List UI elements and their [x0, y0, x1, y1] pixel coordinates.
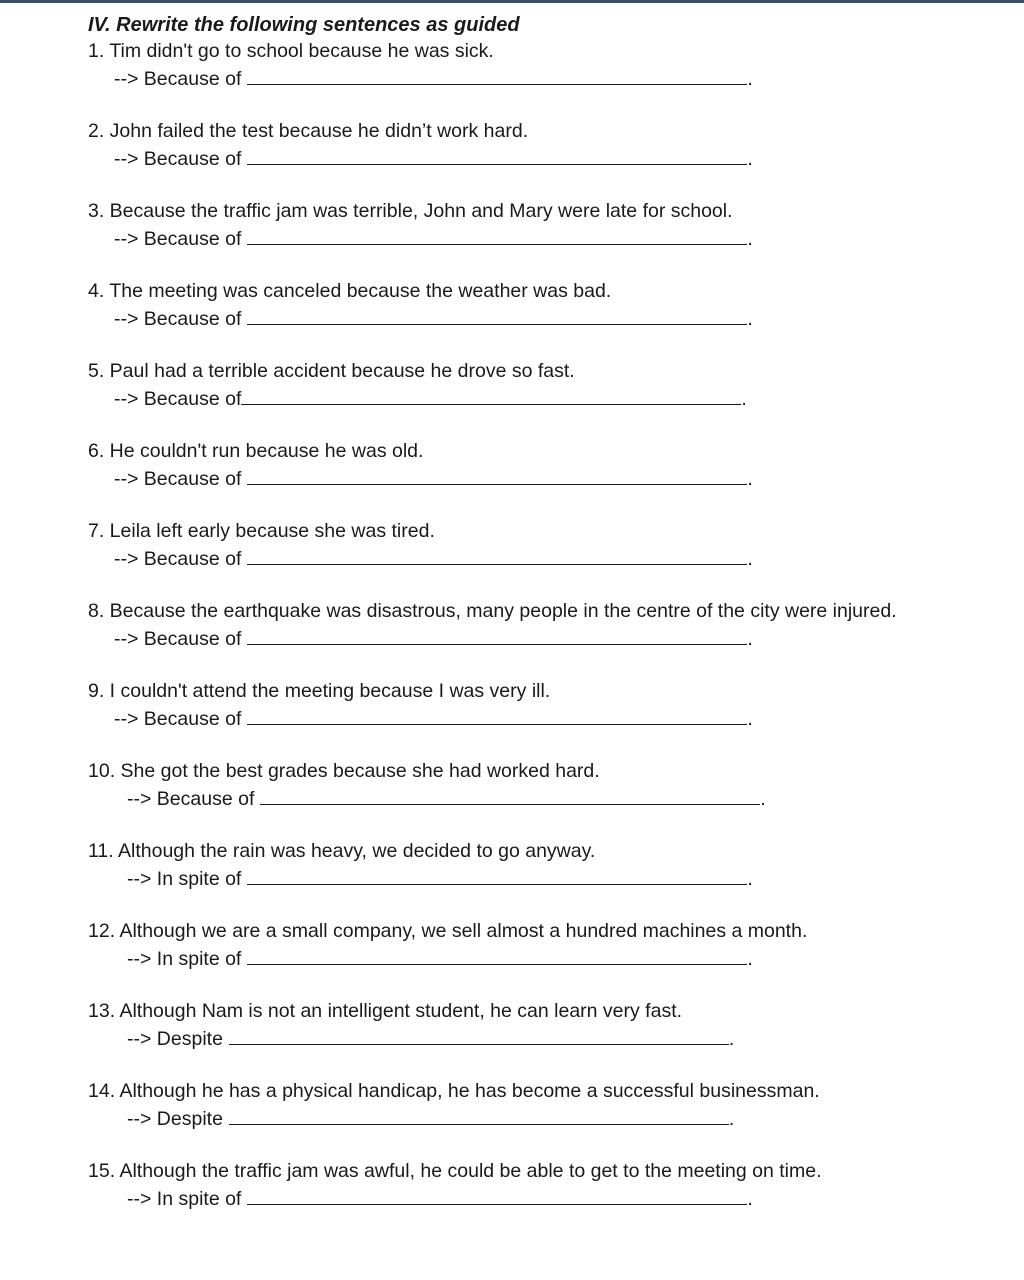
answer-blank[interactable]	[247, 544, 747, 565]
answer-blank[interactable]	[229, 1024, 729, 1045]
answer-prompt: --> Because of	[114, 628, 242, 650]
answer-prompt: --> Because of	[114, 548, 242, 570]
answer-blank[interactable]	[260, 784, 760, 805]
answer-prompt: --> In spite of	[127, 948, 242, 970]
question-text: 15. Although the traffic jam was awful, he could be able to get to the meeting on time.	[88, 1160, 822, 1182]
answer-row	[88, 1024, 916, 1052]
answer-row	[88, 784, 916, 812]
answer-period: .	[747, 148, 753, 170]
answer-period: .	[747, 868, 753, 890]
answer-period: .	[747, 308, 753, 330]
question-text: 12. Although we are a small company, we sell almost a hundred machines a month.	[88, 920, 808, 942]
question-text: 9. I couldn't attend the meeting because I was very ill.	[88, 680, 551, 702]
answer-row	[88, 544, 916, 572]
answer-row	[88, 144, 916, 172]
answer-prompt: --> Despite	[127, 1108, 223, 1130]
answer-row	[88, 704, 916, 732]
answer-period: .	[747, 948, 753, 970]
answer-prompt: --> Despite	[127, 1028, 223, 1050]
answer-row	[88, 464, 916, 492]
exercise-item	[88, 198, 916, 252]
answer-period: .	[728, 1028, 735, 1050]
answer-blank[interactable]	[247, 64, 747, 85]
top-border	[0, 0, 1024, 3]
exercise-item	[88, 598, 916, 652]
question-text: 1. Tim didn't go to school because he was sick.	[88, 40, 494, 62]
exercise-item	[88, 518, 916, 572]
answer-blank[interactable]	[241, 384, 741, 405]
exercise-item	[88, 838, 916, 892]
answer-blank[interactable]	[247, 464, 747, 485]
question-text: 8. Because the earthquake was disastrous, many people in the centre of the city were injured.	[88, 600, 897, 622]
question-text: 13. Although Nam is not an intelligent student, he can learn very fast.	[88, 1000, 683, 1022]
answer-prompt: --> Because of	[114, 388, 242, 410]
answer-prompt: --> Because of	[114, 708, 242, 730]
exercise-item	[88, 918, 916, 972]
answer-period: .	[741, 388, 747, 410]
answer-period: .	[747, 628, 753, 650]
answer-period: .	[747, 1188, 753, 1210]
question-text: 5. Paul had a terrible accident because he drove so fast.	[88, 360, 575, 382]
answer-prompt: --> Because of	[114, 308, 242, 330]
exercise-item	[88, 758, 916, 812]
answer-prompt: --> Because of	[127, 788, 255, 810]
question-text: 14. Although he has a physical handicap, he has become a successful businessman.	[88, 1080, 820, 1102]
exercise-item	[88, 678, 916, 732]
answer-row	[88, 384, 916, 412]
answer-prompt: --> Because of	[114, 148, 242, 170]
answer-period: .	[747, 68, 753, 90]
question-text: 7. Leila left early because she was tired.	[88, 520, 435, 542]
answer-prompt: --> Because of	[114, 228, 242, 250]
answer-row	[88, 1184, 916, 1212]
answer-row	[88, 64, 916, 92]
answer-prompt: --> In spite of	[127, 1188, 242, 1210]
question-text: 2. John failed the test because he didn’t work hard.	[88, 120, 529, 142]
exercise-item	[88, 358, 916, 412]
exercise-item	[88, 118, 916, 172]
worksheet	[88, 12, 916, 1212]
exercise-item	[88, 438, 916, 492]
exercise-item	[88, 38, 916, 92]
answer-prompt: --> In spite of	[127, 868, 242, 890]
exercise-item	[88, 278, 916, 332]
answer-row	[88, 864, 916, 892]
answer-period: .	[747, 468, 753, 490]
answer-blank[interactable]	[247, 704, 747, 725]
answer-prompt: --> Because of	[114, 68, 242, 90]
answer-blank[interactable]	[247, 944, 747, 965]
question-text: 11. Although the rain was heavy, we decided to go anyway.	[88, 840, 596, 862]
answer-row	[88, 944, 916, 972]
answer-blank[interactable]	[247, 1184, 747, 1205]
answer-blank[interactable]	[247, 624, 747, 645]
question-text: 3. Because the traffic jam was terrible, John and Mary were late for school.	[88, 200, 733, 222]
question-text: 4. The meeting was canceled because the weather was bad.	[88, 280, 612, 302]
section-heading: IV. Rewrite the following sentences as guided	[88, 14, 520, 36]
answer-blank[interactable]	[247, 304, 747, 325]
answer-row	[88, 304, 916, 332]
exercise-item	[88, 998, 916, 1052]
question-text: 10. She got the best grades because she had worked hard.	[88, 760, 600, 782]
exercise-item	[88, 1078, 916, 1132]
question-text: 6. He couldn't run because he was old.	[88, 440, 424, 462]
answer-row	[88, 224, 916, 252]
answer-row	[88, 1104, 916, 1132]
answer-period: .	[747, 228, 753, 250]
answer-period: .	[760, 788, 766, 810]
answer-blank[interactable]	[247, 224, 747, 245]
exercise-item	[88, 1158, 916, 1212]
answer-blank[interactable]	[247, 864, 747, 885]
answer-period: .	[728, 1108, 735, 1130]
answer-prompt: --> Because of	[114, 468, 242, 490]
answer-blank[interactable]	[247, 144, 747, 165]
answer-row	[88, 624, 916, 652]
answer-period: .	[747, 548, 753, 570]
answer-period: .	[747, 708, 753, 730]
answer-blank[interactable]	[229, 1104, 729, 1125]
